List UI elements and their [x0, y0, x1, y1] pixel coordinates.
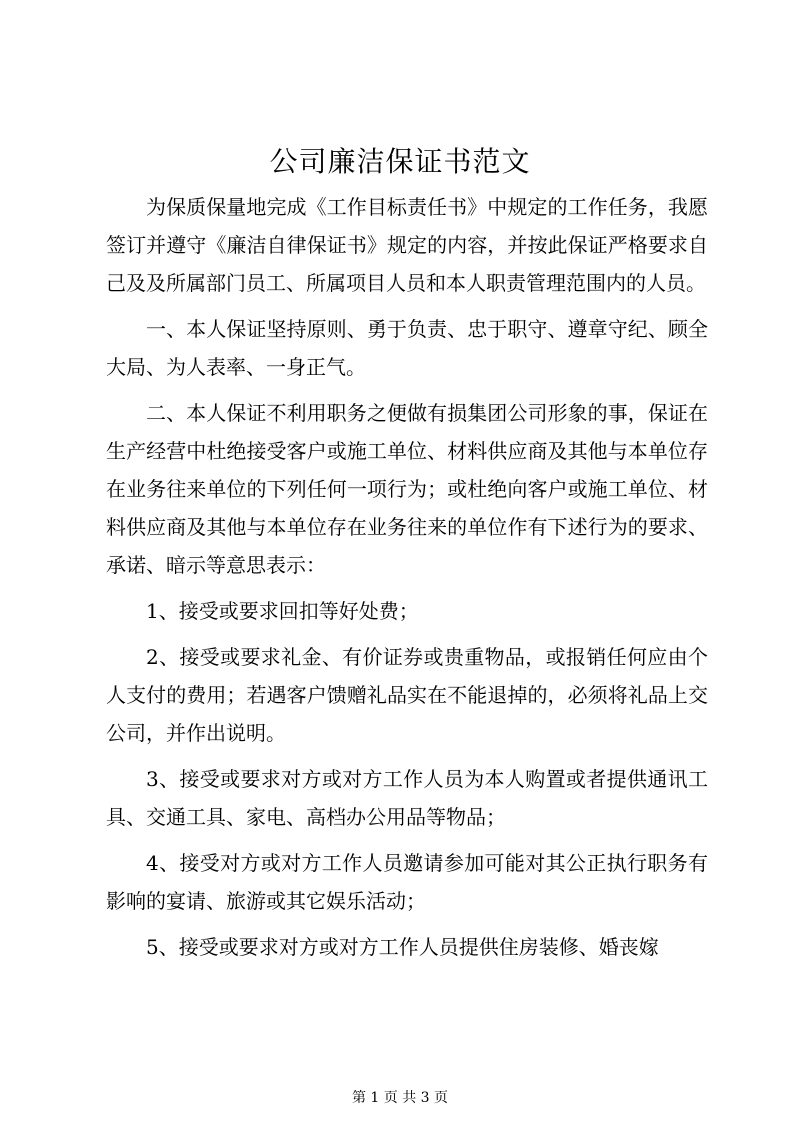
list-item-1: 1、接受或要求回扣等好处费；: [146, 599, 419, 623]
paragraph-item-two: 二、本人保证不利用职务之便做有损集团公司形象的事，保证在生产经营中杜绝接受客户或施工单位、材料供应商及其他与本单位存在业务往来单位的下列任何一项行为；或杜绝向客户或施工单位、材料供应商及其他与本单位存在业务往来的单位作有下述行为的要求、承诺、暗示等意思表示：: [106, 401, 708, 577]
paragraph-item-one: 一、本人保证坚持原则、勇于负责、忠于职守、遵章守纪、顾全大局、为人表率、一身正气。: [106, 317, 708, 379]
document-body: [106, 188, 708, 974]
list-item-2: 2、接受或要求礼金、有价证券或贵重物品，或报销任何应由个人支付的费用；若遇客户馈赠礼品实在不能退掉的，必须将礼品上交公司，并作出说明。: [106, 645, 708, 745]
list-item-3: 3、接受或要求对方或对方工作人员为本人购置或者提供通讯工具、交通工具、家电、高档办公用品等物品；: [106, 767, 708, 829]
paragraph-intro: 为保质保量地完成《工作目标责任书》中规定的工作任务，我愿签订并遵守《廉洁自律保证书》规定的内容，并按此保证严格要求自己及及所属部门员工、所属项目人员和本人职责管理范围内的人员。: [106, 195, 708, 295]
list-item-4: 4、接受对方或对方工作人员邀请参加可能对其公正执行职务有影响的宴请、旅游或其它娱乐活动；: [106, 851, 708, 913]
list-item-5: 5、接受或要求对方或对方工作人员提供住房装修、婚丧嫁: [146, 935, 659, 959]
page-footer: 第 1 页 共 3 页: [351, 1090, 449, 1106]
page-title: 公司廉洁保证书范文: [269, 145, 531, 178]
